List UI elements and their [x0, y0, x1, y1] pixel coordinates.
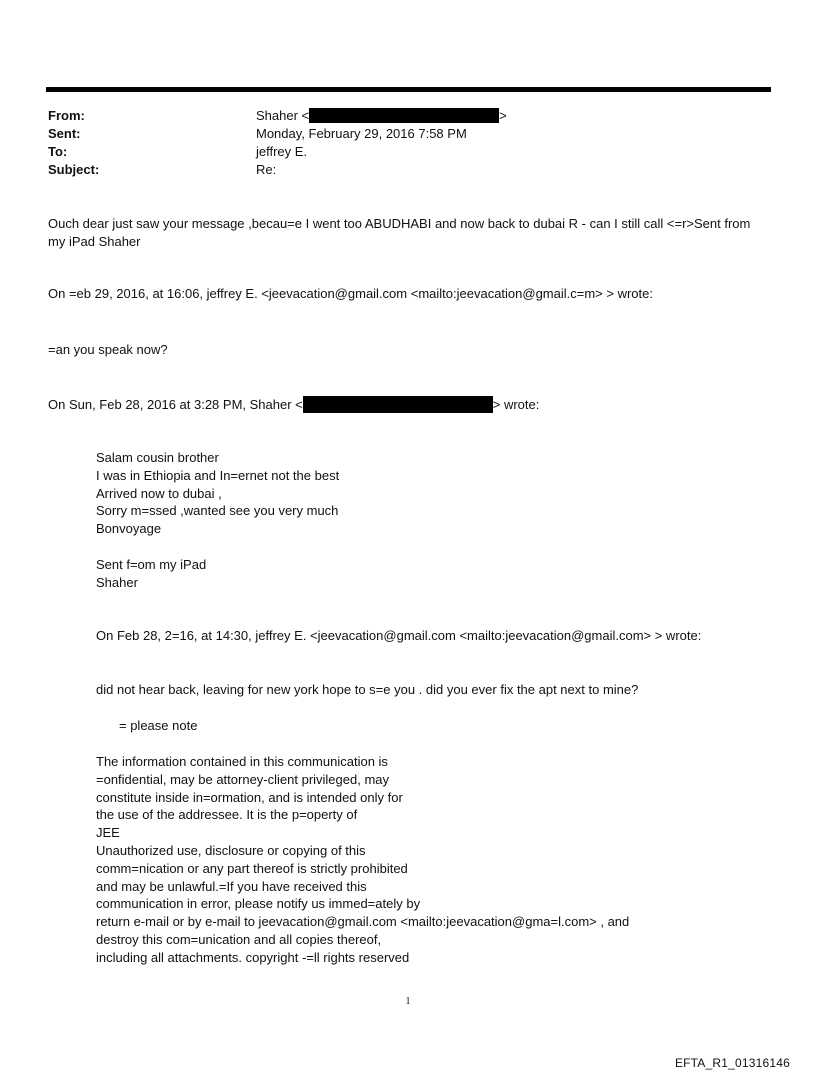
- disclaimer-line: =onfidential, may be attorney-client privileged, may: [96, 771, 390, 787]
- quote2-line: Bonvoyage: [96, 521, 162, 537]
- document-id: EFTA_R1_01316146: [674, 1056, 790, 1070]
- header-rule: [46, 87, 771, 92]
- quote3-header: On Feb 28, 2=16, at 14:30, jeffrey E. <jeevacation@gmail.com <mailto:jeevacation@gmail.com> > wrote:: [96, 628, 702, 643]
- to-label: To:: [48, 144, 68, 159]
- quote2-header-suffix: > wrote:: [492, 397, 540, 412]
- message-line-2: my iPad Shaher: [48, 234, 141, 249]
- disclaimer-line: including all attachments. copyright -=ll rights reserved: [96, 949, 410, 965]
- disclaimer-line: return e-mail or by e-mail to jeevacation@gmail.com <mailto:jeevacation@gma=l.com> , and: [96, 914, 630, 930]
- from-value-suffix: >: [499, 108, 507, 123]
- quote2-header: [48, 396, 539, 414]
- quote2-line: Arrived now to dubai ,: [96, 485, 222, 501]
- disclaimer-line: destroy this com=unication and all copies thereof,: [96, 931, 382, 947]
- disclaimer-line: communication in error, please notify us immed=ately by: [96, 896, 421, 912]
- disclaimer-line: Unauthorized use, disclosure or copying of this: [96, 842, 366, 858]
- from-value-prefix: Shaher <: [256, 108, 310, 123]
- signature-line: Sent f=om my iPad: [96, 557, 207, 572]
- sent-value: Monday, February 29, 2016 7:58 PM: [256, 126, 467, 141]
- sent-label: Sent:: [48, 126, 81, 141]
- redaction-box: [303, 396, 493, 413]
- message-line-1: Ouch dear just saw your message ,becau=e I went too ABUDHABI and now back to dubai R - can I still call <=r>Sent from: [48, 216, 751, 231]
- quote2-line: Sorry m=ssed ,wanted see you very much: [96, 503, 339, 519]
- quote2-signature: [96, 556, 206, 592]
- quote2-header-prefix: On Sun, Feb 28, 2016 at 3:28 PM, Shaher <: [48, 397, 303, 412]
- subject-value: Re:: [256, 162, 277, 177]
- subject-label: Subject:: [48, 162, 100, 177]
- from-value: [256, 107, 507, 125]
- from-label: From:: [48, 108, 85, 123]
- disclaimer: [96, 753, 629, 967]
- page-number: 1: [405, 996, 411, 1007]
- quote1-body: =an you speak now?: [48, 342, 168, 357]
- to-value: jeffrey E.: [256, 144, 308, 159]
- disclaimer-line: JEE: [96, 825, 120, 841]
- disclaimer-line: constitute inside in=ormation, and is intended only for: [96, 789, 403, 805]
- redaction-box: [309, 108, 499, 123]
- quote2-line: I was in Ethiopia and In=ernet not the best: [96, 467, 340, 483]
- disclaimer-line: The information contained in this communication is: [96, 754, 388, 769]
- signature-line: Shaher: [96, 574, 138, 590]
- quote3-note: = please note: [119, 718, 198, 733]
- quote3-body: did not hear back, leaving for new york hope to s=e you . did you ever fix the apt next to mine?: [96, 682, 639, 697]
- quote1-header: On =eb 29, 2016, at 16:06, jeffrey E. <jeevacation@gmail.com <mailto:jeevacation@gmail.c=m> > wrote:: [48, 286, 653, 301]
- disclaimer-line: comm=nication or any part thereof is strictly prohibited: [96, 860, 408, 876]
- quote2-line: Salam cousin brother: [96, 450, 219, 465]
- disclaimer-line: the use of the addressee. It is the p=operty of: [96, 807, 358, 823]
- disclaimer-line: and may be unlawful.=If you have received this: [96, 878, 367, 894]
- quote2-body: [96, 449, 339, 538]
